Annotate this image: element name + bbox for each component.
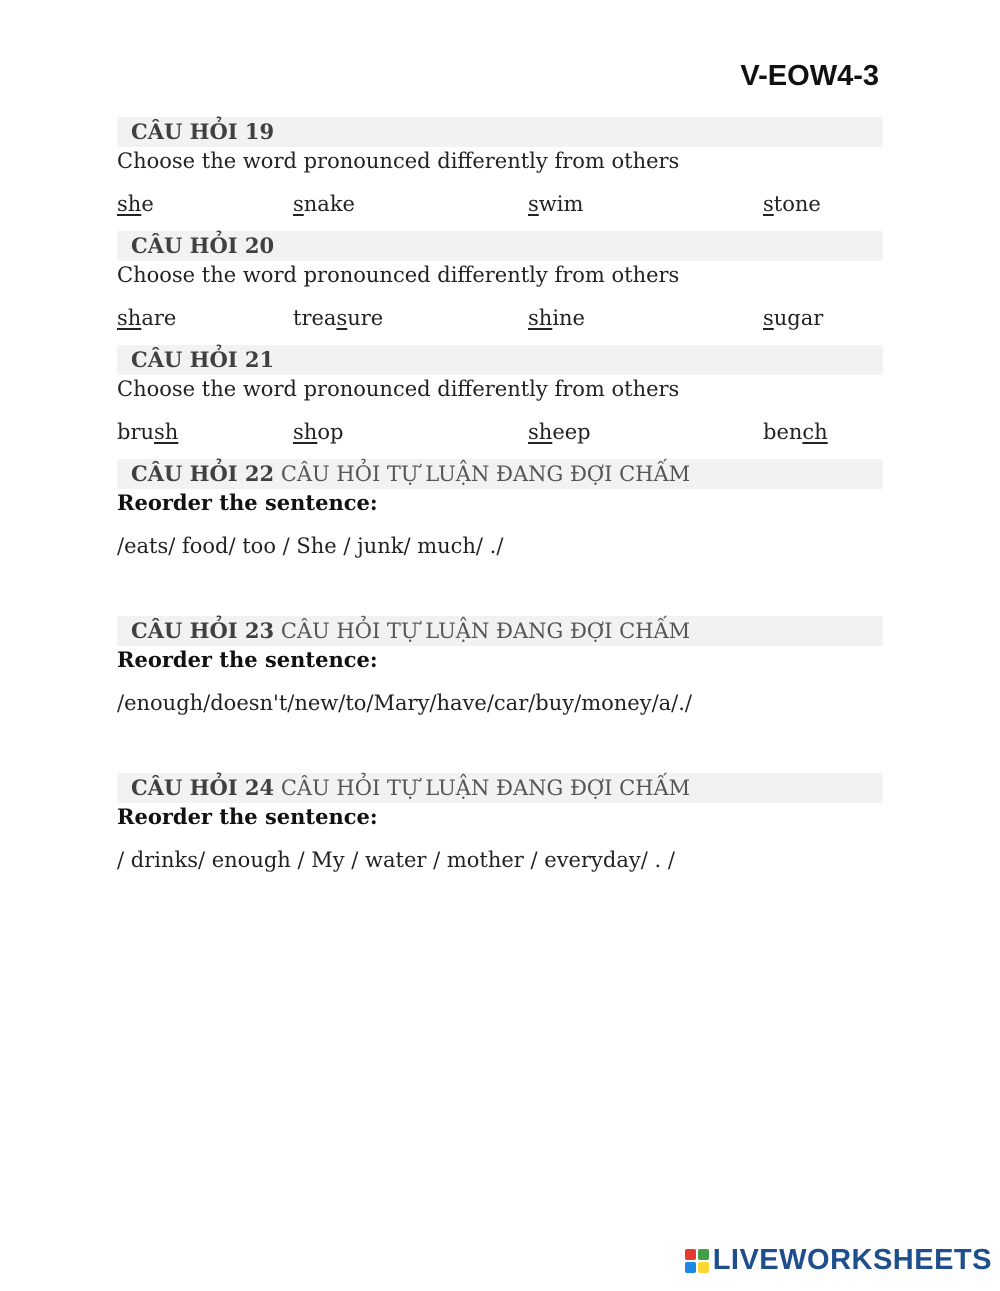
- grading-status: CÂU HỎI TỰ LUẬN ĐANG ĐỢI CHẤM: [280, 462, 691, 486]
- document-code: V-EOW4-3: [740, 60, 879, 92]
- grading-status: CÂU HỎI TỰ LUẬN ĐANG ĐỢI CHẤM: [280, 619, 691, 643]
- answer-option[interactable]: treasure: [293, 306, 384, 330]
- question-prompt: Choose the word pronounced differently from others: [117, 263, 680, 287]
- question-header-20: [117, 231, 883, 261]
- scrambled-sentence: /eats/ food/ too / She / junk/ much/ ./: [117, 534, 504, 558]
- question-number: CÂU HỎI 19: [131, 119, 275, 144]
- question-number: CÂU HỎI 24: [131, 775, 275, 800]
- question-header-22: [117, 459, 883, 489]
- question-prompt: Choose the word pronounced differently from others: [117, 377, 680, 401]
- answer-option[interactable]: she: [117, 192, 154, 216]
- question-header-19: [117, 117, 883, 147]
- question-header-21: [117, 345, 883, 375]
- question-prompt: Choose the word pronounced differently from others: [117, 149, 680, 173]
- grading-status: CÂU HỎI TỰ LUẬN ĐANG ĐỢI CHẤM: [280, 776, 691, 800]
- question-number: CÂU HỎI 20: [131, 233, 275, 258]
- scrambled-sentence: /enough/doesn't/new/to/Mary/have/car/buy/money/a/./: [117, 691, 693, 715]
- answer-option[interactable]: bench: [763, 420, 828, 444]
- answer-option[interactable]: brush: [117, 420, 179, 444]
- answer-option[interactable]: shop: [293, 420, 344, 444]
- answer-option[interactable]: share: [117, 306, 177, 330]
- liveworksheets-logo: [685, 1244, 992, 1277]
- scrambled-sentence: / drinks/ enough / My / water / mother / everyday/ . /: [117, 848, 675, 872]
- question-number: CÂU HỎI 23: [131, 618, 275, 643]
- question-prompt: Reorder the sentence:: [117, 490, 378, 515]
- logo-text: LIVEWORKSHEETS: [712, 1244, 992, 1276]
- question-header-24: [117, 773, 883, 803]
- answer-option[interactable]: snake: [293, 192, 355, 216]
- question-prompt: Reorder the sentence:: [117, 647, 378, 672]
- answer-option[interactable]: swim: [528, 192, 584, 216]
- question-prompt: Reorder the sentence:: [117, 804, 378, 829]
- answer-option[interactable]: sheep: [528, 420, 591, 444]
- question-number: CÂU HỎI 22: [131, 461, 275, 486]
- answer-option[interactable]: stone: [763, 192, 821, 216]
- logo-mark-icon: [685, 1249, 709, 1273]
- answer-option[interactable]: sugar: [763, 306, 824, 330]
- answer-option[interactable]: shine: [528, 306, 585, 330]
- question-number: CÂU HỎI 21: [131, 347, 275, 372]
- question-header-23: [117, 616, 883, 646]
